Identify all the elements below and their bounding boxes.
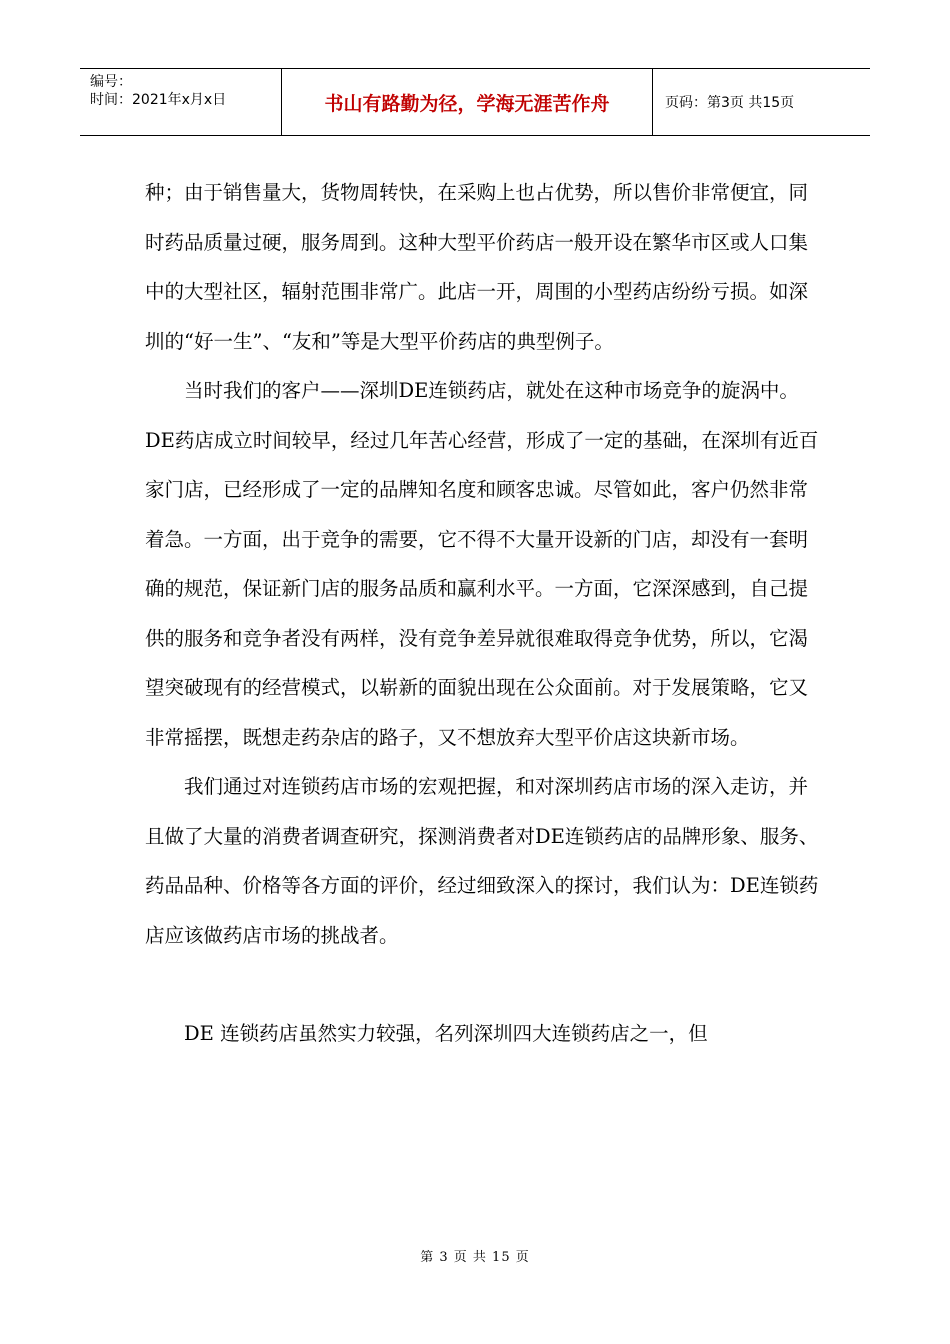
- paragraph-3: 我们通过对连锁药店市场的宏观把握，和对深圳药店市场的深入走访，并且做了大量的消费者调查研究，探测消费者对DE连锁药店的品牌形象、服务、药品品种、价格等各方面的评价，经过细致深入的探讨，我们认为：DE连锁药店应该做药店市场的挑战者。: [145, 775, 819, 947]
- header-meta: [80, 69, 282, 135]
- paragraph-1: 种；由于销售量大，货物周转快，在采购上也占优势，所以售价非常便宜，同时药品质量过硬，服务周到。这种大型平价药店一般开设在繁华市区或人口集中的大型社区，辐射范围非常广。此店一开，周围的小型药店纷纷亏损。如深圳的“好一生”、“友和”等是大型平价药店的典型例子。: [145, 181, 809, 353]
- header-motto: 书山有路勤为径，学海无涯苦作舟: [282, 69, 653, 135]
- document-body: [145, 168, 825, 1059]
- document-time-label: 时间：2021年x月x日: [90, 92, 227, 108]
- header-page-info: 页码：第3页 共15页: [665, 95, 795, 111]
- page-footer: 第 3 页 共 15 页: [420, 1250, 530, 1265]
- page-header: [80, 68, 870, 136]
- paragraph-4: DE 连锁药店虽然实力较强，名列深圳四大连锁药店之一，但: [184, 1022, 708, 1045]
- paragraph-2: 当时我们的客户——深圳DE连锁药店，就处在这种市场竞争的旋涡中。DE药店成立时间较早，经过几年苦心经营，形成了一定的基础，在深圳有近百家门店，已经形成了一定的品牌知名度和顾客忠诚。尽管如此，客户仍然非常着急。一方面，出于竞争的需要，它不得不大量开设新的门店，却没有一套明确的规范，保证新门店的服务品质和赢利水平。一方面，它深深感到，自己提供的服务和竞争者没有两样，没有竞争差异就很难取得竞争优势，所以，它渴望突破现有的经营模式，以崭新的面貌出现在公众面前。对于发展策略，它又非常摇摆，既想走药杂店的路子，又不想放弃大型平价店这块新市场。: [145, 379, 819, 749]
- document-number-label: 编号：: [90, 74, 132, 90]
